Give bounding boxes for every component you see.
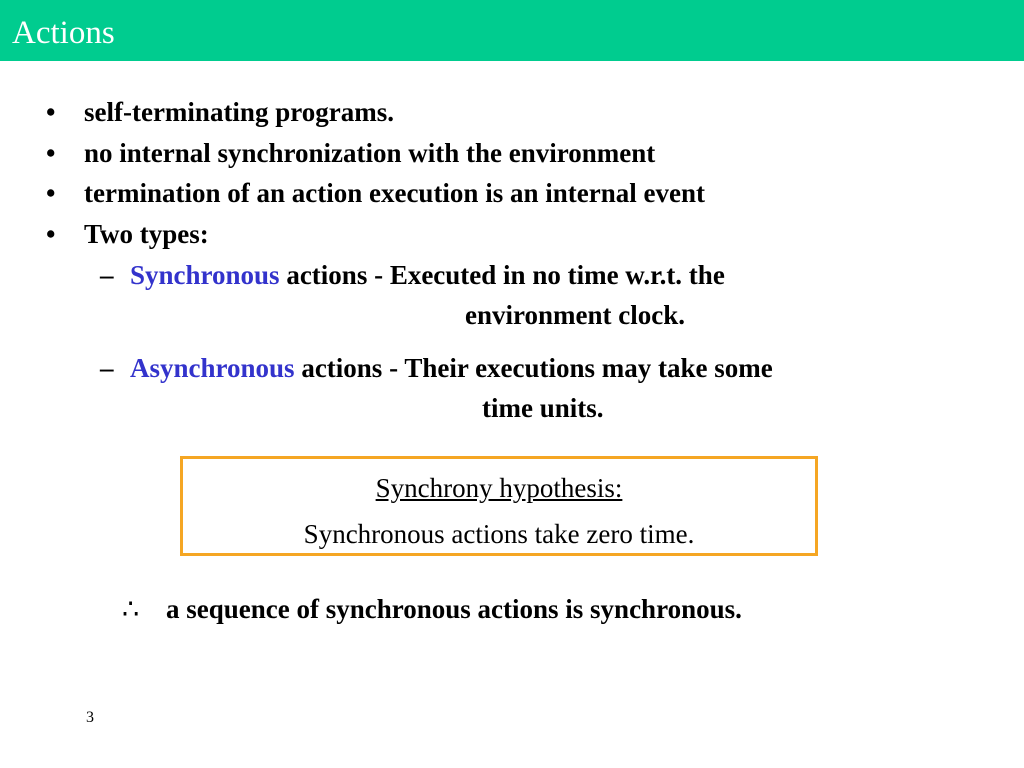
sub-bullet-marker: –	[100, 353, 114, 383]
slide-title: Actions	[12, 15, 115, 51]
bullet-text: no internal synchronization with the environment	[84, 138, 656, 168]
bullet-marker: •	[46, 97, 56, 127]
conclusion-line	[122, 592, 742, 626]
sub-bullet-continuation-text: environment clock.	[465, 300, 685, 330]
conclusion-text: a sequence of synchronous actions is synchronous.	[166, 594, 742, 624]
sub-bullet-rest: actions - Executed in no time w.r.t. the	[279, 260, 725, 290]
callout-text: Synchronous actions take zero time.	[303, 519, 695, 549]
bullet-marker: •	[46, 178, 56, 208]
sub-bullet-marker: –	[100, 260, 114, 290]
synchrony-hypothesis-box	[180, 456, 818, 556]
sub-bullet-text	[130, 259, 725, 291]
title-bar	[0, 0, 1024, 61]
sub-bullet-rest: actions - Their executions may take some	[294, 353, 773, 383]
bullet-text: self-terminating programs.	[84, 97, 394, 127]
sub-bullet-highlight: Synchronous	[130, 260, 280, 290]
sub-bullet-continuation-text: time units.	[482, 393, 604, 423]
therefore-symbol: ∴	[122, 594, 140, 624]
page-number: 3	[86, 709, 94, 726]
bullet-text: Two types:	[84, 219, 209, 249]
sub-bullet-highlight: Asynchronous	[130, 353, 295, 383]
sub-bullet-text	[130, 352, 773, 384]
bullet-marker: •	[46, 219, 56, 249]
callout-heading: Synchrony hypothesis:	[375, 473, 623, 503]
bullet-marker: •	[46, 138, 56, 168]
bullet-text: termination of an action execution is an internal event	[84, 178, 705, 208]
